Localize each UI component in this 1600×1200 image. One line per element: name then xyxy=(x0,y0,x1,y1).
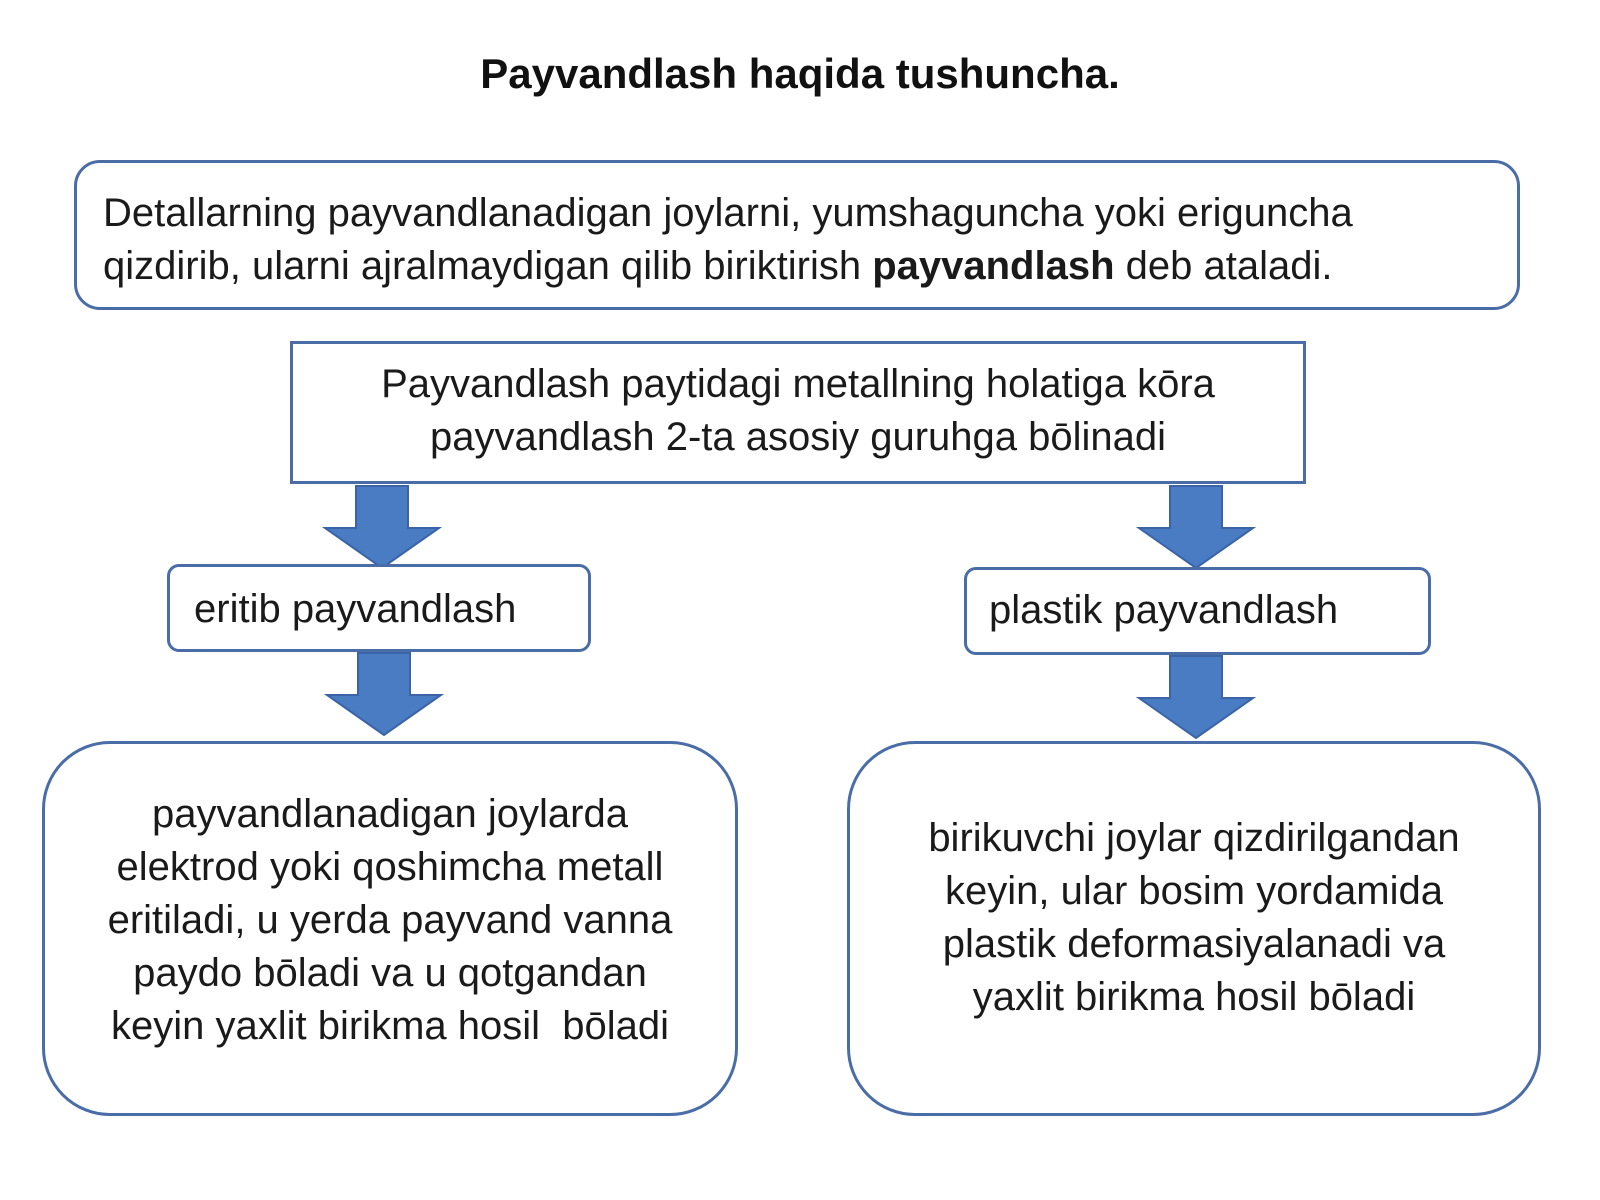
definition-line-2 xyxy=(103,240,1493,293)
arrow-shape xyxy=(325,486,439,568)
fusion-welding-box xyxy=(167,564,591,652)
fusion-welding-label: eritib payvandlash xyxy=(194,587,517,631)
classification-box xyxy=(290,341,1306,484)
arrow-shape xyxy=(327,653,441,735)
down-arrow-icon xyxy=(324,652,444,736)
arrow-shape xyxy=(1139,656,1253,738)
plastic-description-box xyxy=(847,741,1541,1116)
fusion-description-line: payvandlanadigan joylarda xyxy=(152,792,628,836)
fusion-description-line: keyin yaxlit birikma hosil bōladi xyxy=(110,1004,669,1048)
plastic-description-line: plastik deformasiyalanadi va xyxy=(942,922,1446,966)
definition-line-1: Detallarning payvandlanadigan joylarni, yumshaguncha yoki eriguncha xyxy=(103,191,1353,235)
definition-line-2-end: deb ataladi. xyxy=(1114,244,1333,288)
classification-line-1: Payvandlash paytidagi metallning holatiga kōra xyxy=(381,362,1215,406)
down-arrow-icon xyxy=(1136,485,1256,569)
plastic-description-line: yaxlit birikma hosil bōladi xyxy=(972,975,1416,1019)
arrow-shape xyxy=(1139,486,1253,568)
definition-line-2-start: qizdirib, ularni ajralmaydigan qilib biriktirish xyxy=(103,244,873,288)
plastic-welding-box xyxy=(964,567,1431,655)
plastic-description-line: birikuvchi joylar qizdirilgandan xyxy=(928,816,1460,860)
plastic-description-line: keyin, ular bosim yordamida xyxy=(945,869,1443,913)
fusion-description-line: elektrod yoki qoshimcha metall xyxy=(116,845,664,889)
fusion-description-box xyxy=(42,741,738,1116)
diagram-title: Payvandlash haqida tushuncha. xyxy=(480,50,1120,97)
fusion-description-line: paydo bōladi va u qotgandan xyxy=(133,951,647,995)
definition-term: payvandlash xyxy=(872,244,1115,288)
plastic-welding-label: plastik payvandlash xyxy=(989,588,1339,632)
down-arrow-icon xyxy=(322,485,442,569)
definition-box xyxy=(74,160,1520,310)
down-arrow-icon xyxy=(1136,655,1256,739)
classification-line-2: payvandlash 2-ta asosiy guruhga bōlinadi xyxy=(429,415,1167,459)
fusion-description-line: eritiladi, u yerda payvand vanna xyxy=(107,898,673,942)
